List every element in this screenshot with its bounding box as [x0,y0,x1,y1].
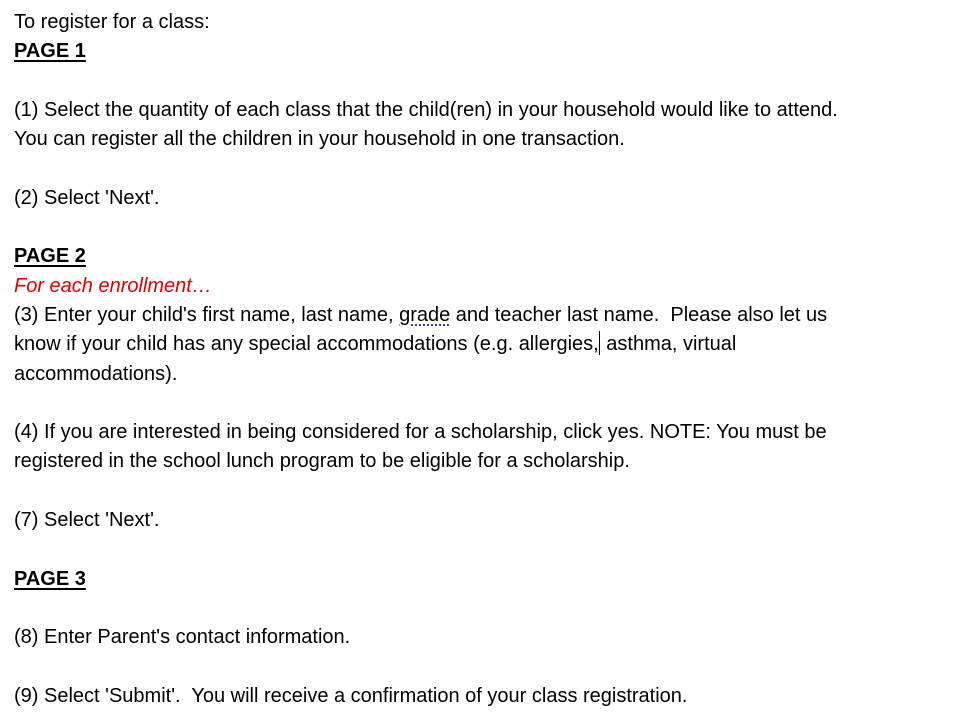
step1-line1: (1) Select the quantity of each class that the child(ren) in your household would like to attend. [14,98,838,121]
step3-line2-pre: know if your child has any special accommodations (e.g. allergies, [14,333,599,356]
step7-text: (7) Select 'Next'. [14,509,160,532]
blank-line [14,389,964,418]
blank-line [14,594,964,623]
step3-line1-pre: (3) Enter your child's first name, last name, [14,303,400,326]
step3-line3: accommodations). [14,362,178,385]
step4-line2: registered in the school lunch program to be eligible for a scholarship. [14,450,630,473]
intro-text: To register for a class: [14,11,210,33]
enrollment-subheading: For each enrollment… [14,274,212,297]
page1-heading: PAGE 1 [14,40,86,63]
blank-line [14,535,964,564]
blank-line [14,653,964,682]
blank-line [14,154,964,183]
text-cursor [599,331,600,355]
grammar-flagged-word[interactable]: grade [399,303,451,326]
step1-line2: You can register all the children in your household in one transaction. [14,128,625,151]
step3-line2 [14,330,964,359]
step3-line1 [14,301,964,330]
step3-line2-post: asthma, virtual [600,333,737,356]
step2-text: (2) Select 'Next'. [14,186,160,209]
blank-line [14,477,964,506]
step9-text: (9) Select 'Submit'. You will receive a confirmation of your class registration. [14,684,688,707]
blank-line [14,67,964,96]
step8-text: (8) Enter Parent's contact information. [14,626,351,649]
page3-heading: PAGE 3 [14,567,86,590]
step4-line1: (4) If you are interested in being considered for a scholarship, click yes. NOTE: You must be [14,421,827,444]
step3-line1-post: and teacher last name. Please also let us [450,303,828,326]
document-body[interactable] [14,8,964,711]
blank-line [14,213,964,242]
page2-heading: PAGE 2 [14,245,86,268]
